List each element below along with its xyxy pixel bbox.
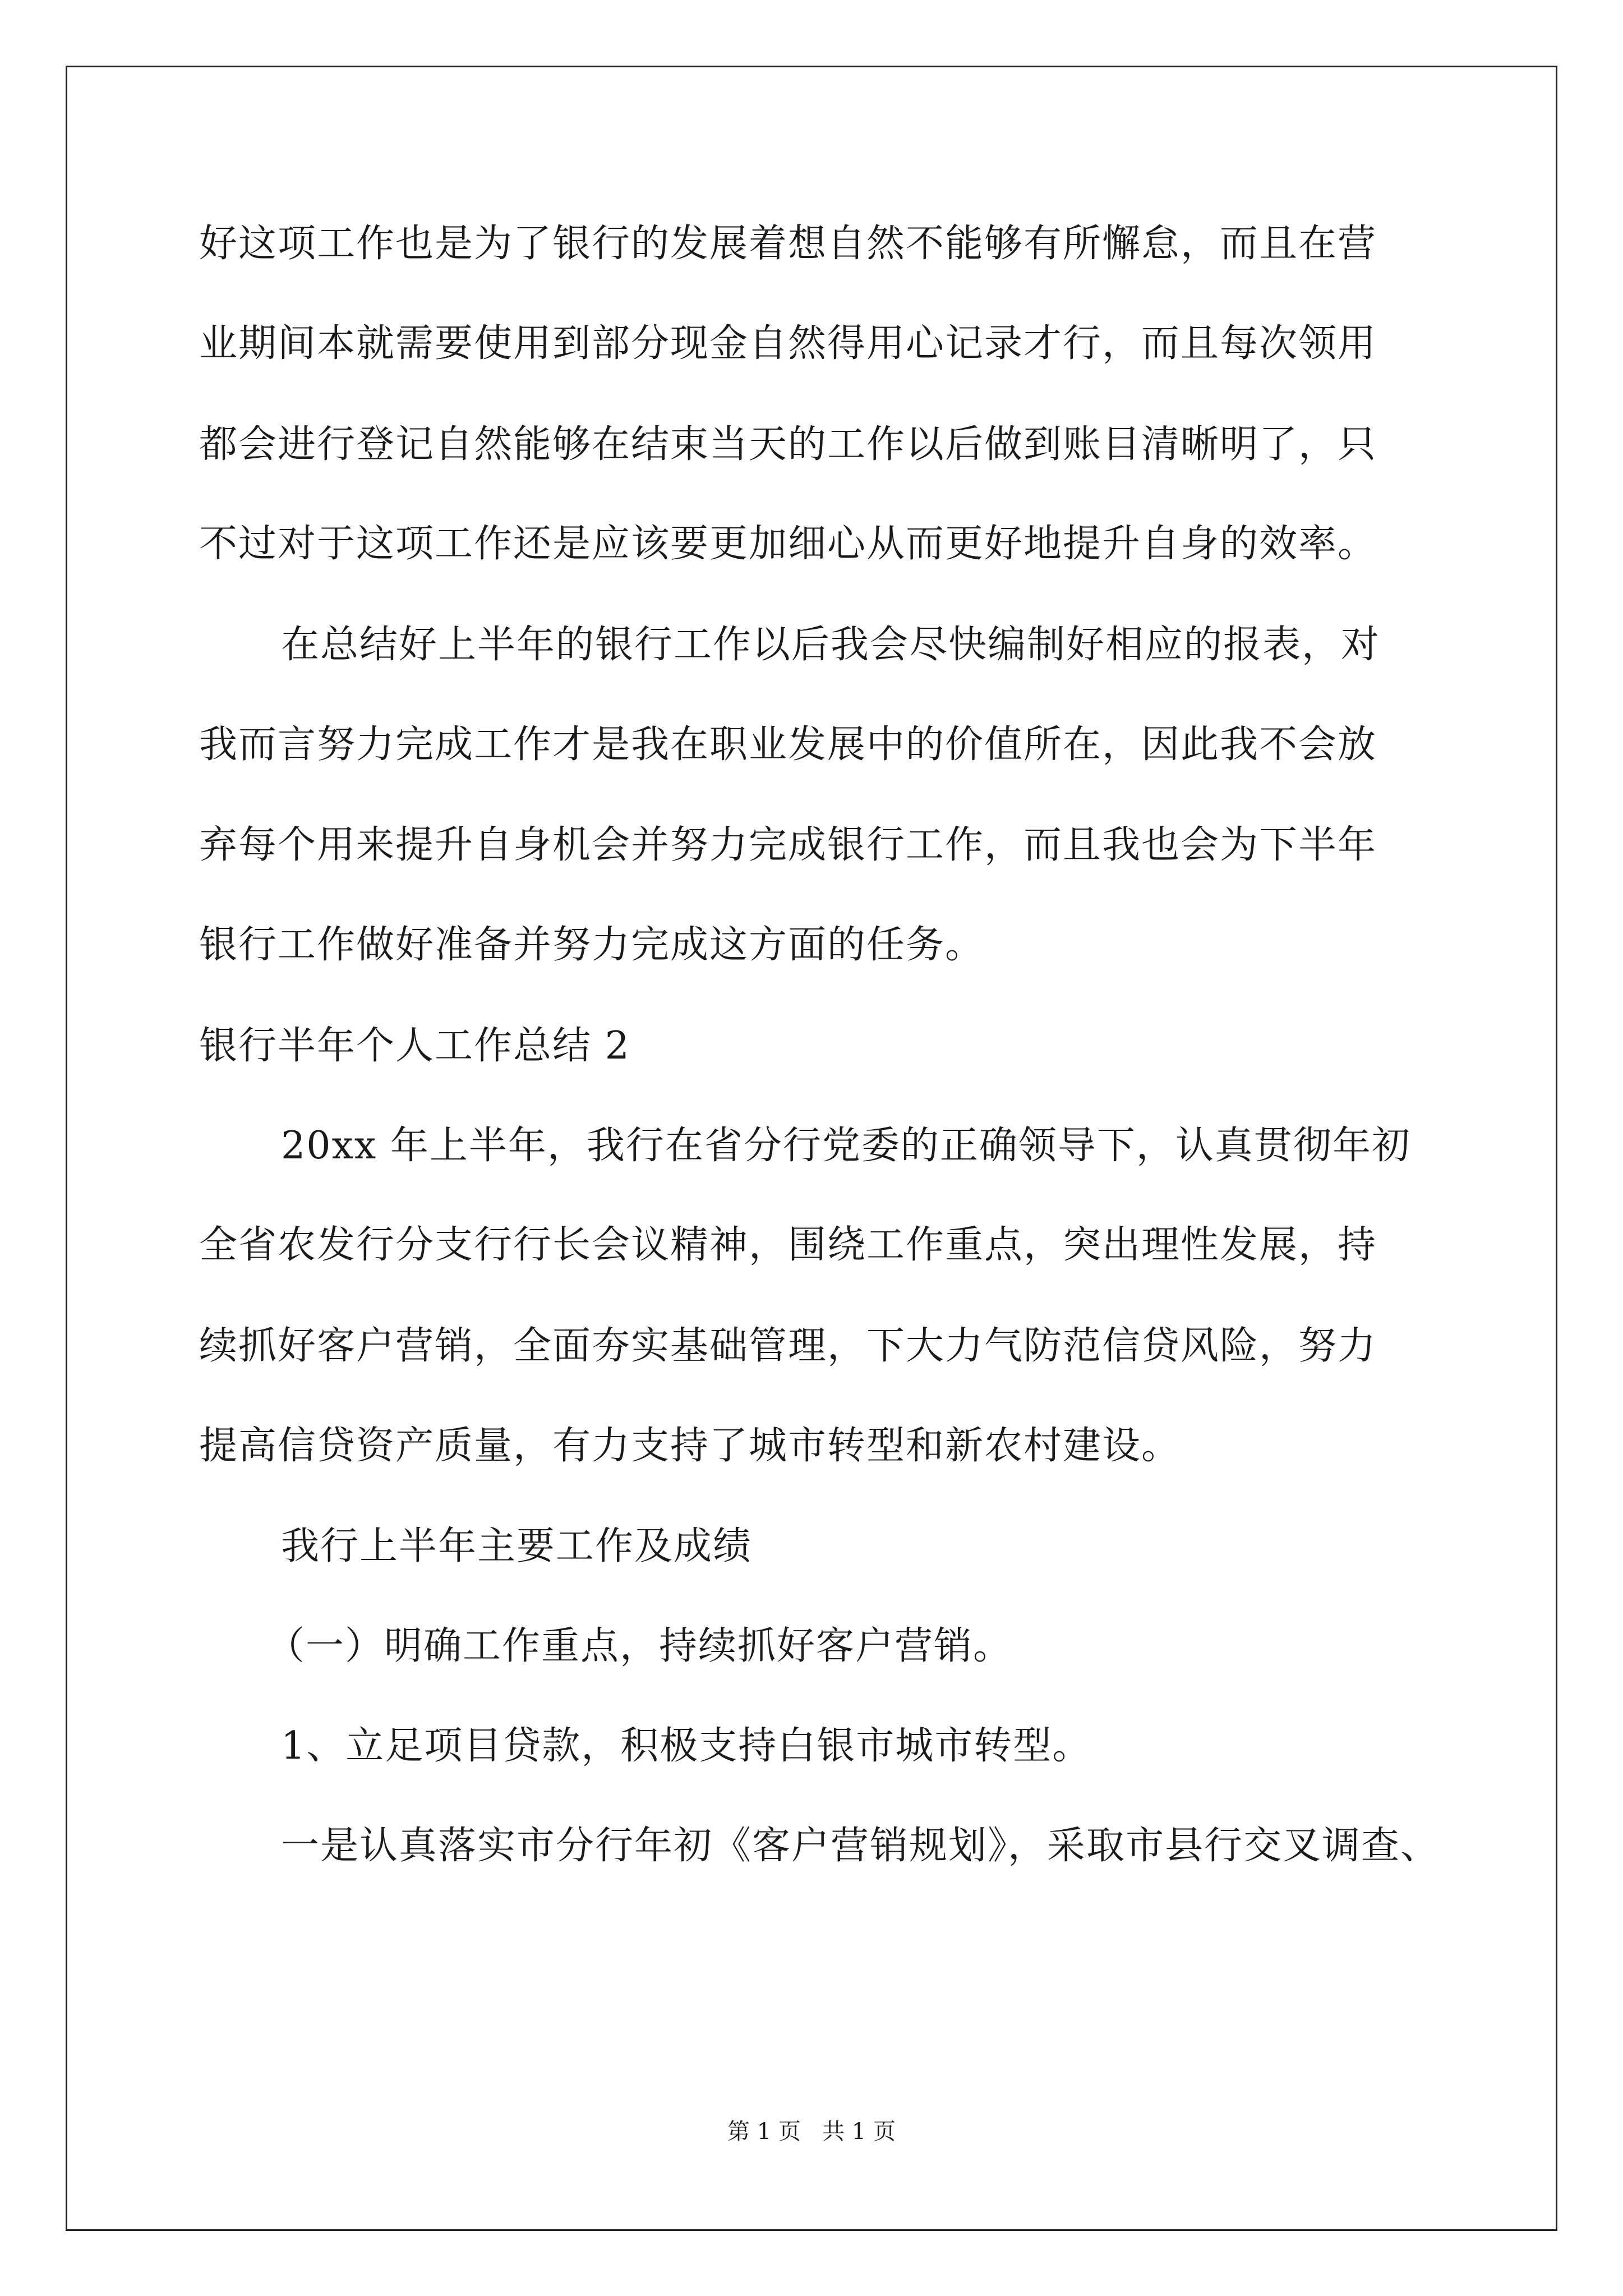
paragraph-line: 一是认真落实市分行年初《客户营销规划》，采取市县行交叉调查、 bbox=[281, 1824, 1440, 1868]
paragraph-line: 都会进行登记自然能够在结束当天的工作以后做到账目清晰明了，只 bbox=[199, 422, 1377, 467]
paragraph-line: 业期间本就需要使用到部分现金自然得用心记录才行，而且每次领用 bbox=[199, 321, 1377, 366]
paragraph-line: 全省农发行分支行行长会议精神，围绕工作重点，突出理性发展，持 bbox=[199, 1223, 1377, 1267]
paragraph-line: 20xx 年上半年，我行在省分行党委的正确领导下，认真贯彻年初 bbox=[281, 1124, 1411, 1168]
paragraph-line: 我而言努力完成工作才是我在职业发展中的价值所在，因此我不会放 bbox=[199, 723, 1377, 767]
section-heading: 银行半年个人工作总结 2 bbox=[199, 1024, 630, 1068]
paragraph-line: 银行工作做好准备并努力完成这方面的任务。 bbox=[199, 923, 985, 967]
paragraph-line: 好这项工作也是为了银行的发展着想自然不能够有所懈怠，而且在营 bbox=[199, 222, 1377, 266]
paragraph-line: 在总结好上半年的银行工作以后我会尽快编制好相应的报表，对 bbox=[281, 623, 1381, 667]
paragraph-line: 不过对于这项工作还是应该要更加细心从而更好地提升自身的效率。 bbox=[199, 522, 1377, 566]
paragraph-line: （一）明确工作重点，持续抓好客户营销。 bbox=[266, 1624, 1013, 1668]
paragraph-line: 我行上半年主要工作及成绩 bbox=[281, 1524, 753, 1568]
page-footer: 第 1 页 共 1 页 bbox=[727, 2119, 896, 2145]
paragraph-line: 弃每个用来提升自身机会并努力完成银行工作，而且我也会为下半年 bbox=[199, 823, 1377, 867]
paragraph-line: 续抓好客户营销，全面夯实基础管理，下大力气防范信贷风险，努力 bbox=[199, 1324, 1377, 1368]
paragraph-line: 1、立足项目贷款，积极支持白银市城市转型。 bbox=[281, 1724, 1092, 1768]
paragraph-line: 提高信贷资产质量，有力支持了城市转型和新农村建设。 bbox=[199, 1424, 1181, 1468]
